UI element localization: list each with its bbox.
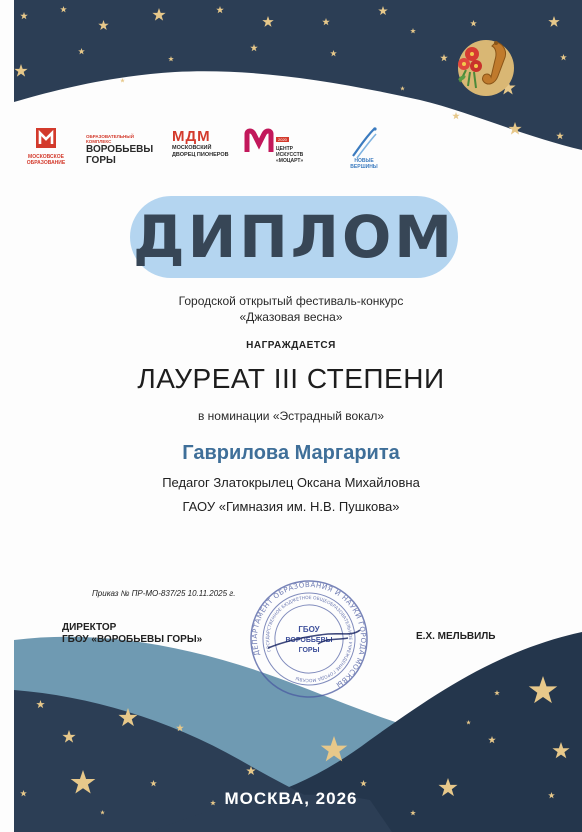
seal-center-3: ГОРЫ [298,647,320,654]
school-name: ГАОУ «Гимназия им. Н.В. Пушкова» [182,499,400,514]
mdm-mark: МДМ [172,128,211,145]
director-title [62,622,202,646]
vorobyovy-gory-logo [86,134,152,166]
mozart-center-logo [244,126,318,164]
recipient-name: Гаврилова Маргарита [182,442,400,464]
new-vershiny-logo [344,126,384,170]
seal-center-2: ВОРОБЬЕВЫ [285,637,333,644]
festival-line-1: Городской открытый фестиваль-конкурс [178,294,404,308]
signer-name: Е.Х. МЕЛЬВИЛЬ [416,631,496,642]
mdm-logo [172,128,230,158]
teacher-name: Педагог Златокрылец Оксана Михайловна [162,475,420,490]
footer-city-year: МОСКВА, 2026 [224,789,358,808]
festival-name [0,293,582,325]
award-title: ЛАУРЕАТ III СТЕПЕНИ [137,363,445,394]
vorobyovy-small-caption: ОБРАЗОВАТЕЛЬНЫЙ КОМПЛЕКС [86,134,134,144]
mozart-caption: ЦЕНТР ИСКУССТВ «МОЦАРТ» [276,146,304,164]
mozart-badge: 2020 [278,137,287,142]
seal-outer-text: ДЕПАРТАМЕНТ ОБРАЗОВАНИЯ И НАУКИ ГОРОДА МОСКВЫ [250,580,368,689]
vorobyovy-caption: ВОРОБЬЕВЫ ГОРЫ [86,144,154,166]
new-vershiny-icon [349,126,379,160]
awarded-label: НАГРАЖДАЕТСЯ [246,340,336,351]
director-line-1: ДИРЕКТОР [62,622,117,633]
moscow-education-logo [22,126,70,166]
seal-center-1: ГБОУ [298,625,320,634]
partner-logos [22,126,392,178]
new-vershiny-caption: НОВЫЕ ВЕРШИНЫ [350,158,378,170]
moscow-education-icon [34,126,58,150]
festival-line-2: «Джазовая весна» [239,310,343,324]
nomination: в номинации «Эстрадный вокал» [197,409,385,423]
jazz-spring-emblem-icon [450,28,520,98]
seal-inner-text: ГОСУДАРСТВЕННОЕ БЮДЖЕТНОЕ ОБЩЕОБРАЗОВАТЕЛЬНОЕ УЧРЕЖДЕНИЕ ГОРОДА МОСКВЫ [265,595,353,683]
order-reference: Приказ № ПР-МО-837/25 10.11.2025 г. [92,589,236,598]
mdm-caption: МОСКОВСКИЙ ДВОРЕЦ ПИОНЕРОВ [172,145,229,158]
mozart-m-icon [244,126,274,156]
director-line-2: ГБОУ «ВОРОБЬЕВЫ ГОРЫ» [62,634,203,645]
diploma-title: ДИПЛОМ [133,203,455,271]
moscow-education-caption: МОСКОВСКОЕ ОБРАЗОВАНИЕ [26,154,66,166]
official-seal [248,578,370,700]
